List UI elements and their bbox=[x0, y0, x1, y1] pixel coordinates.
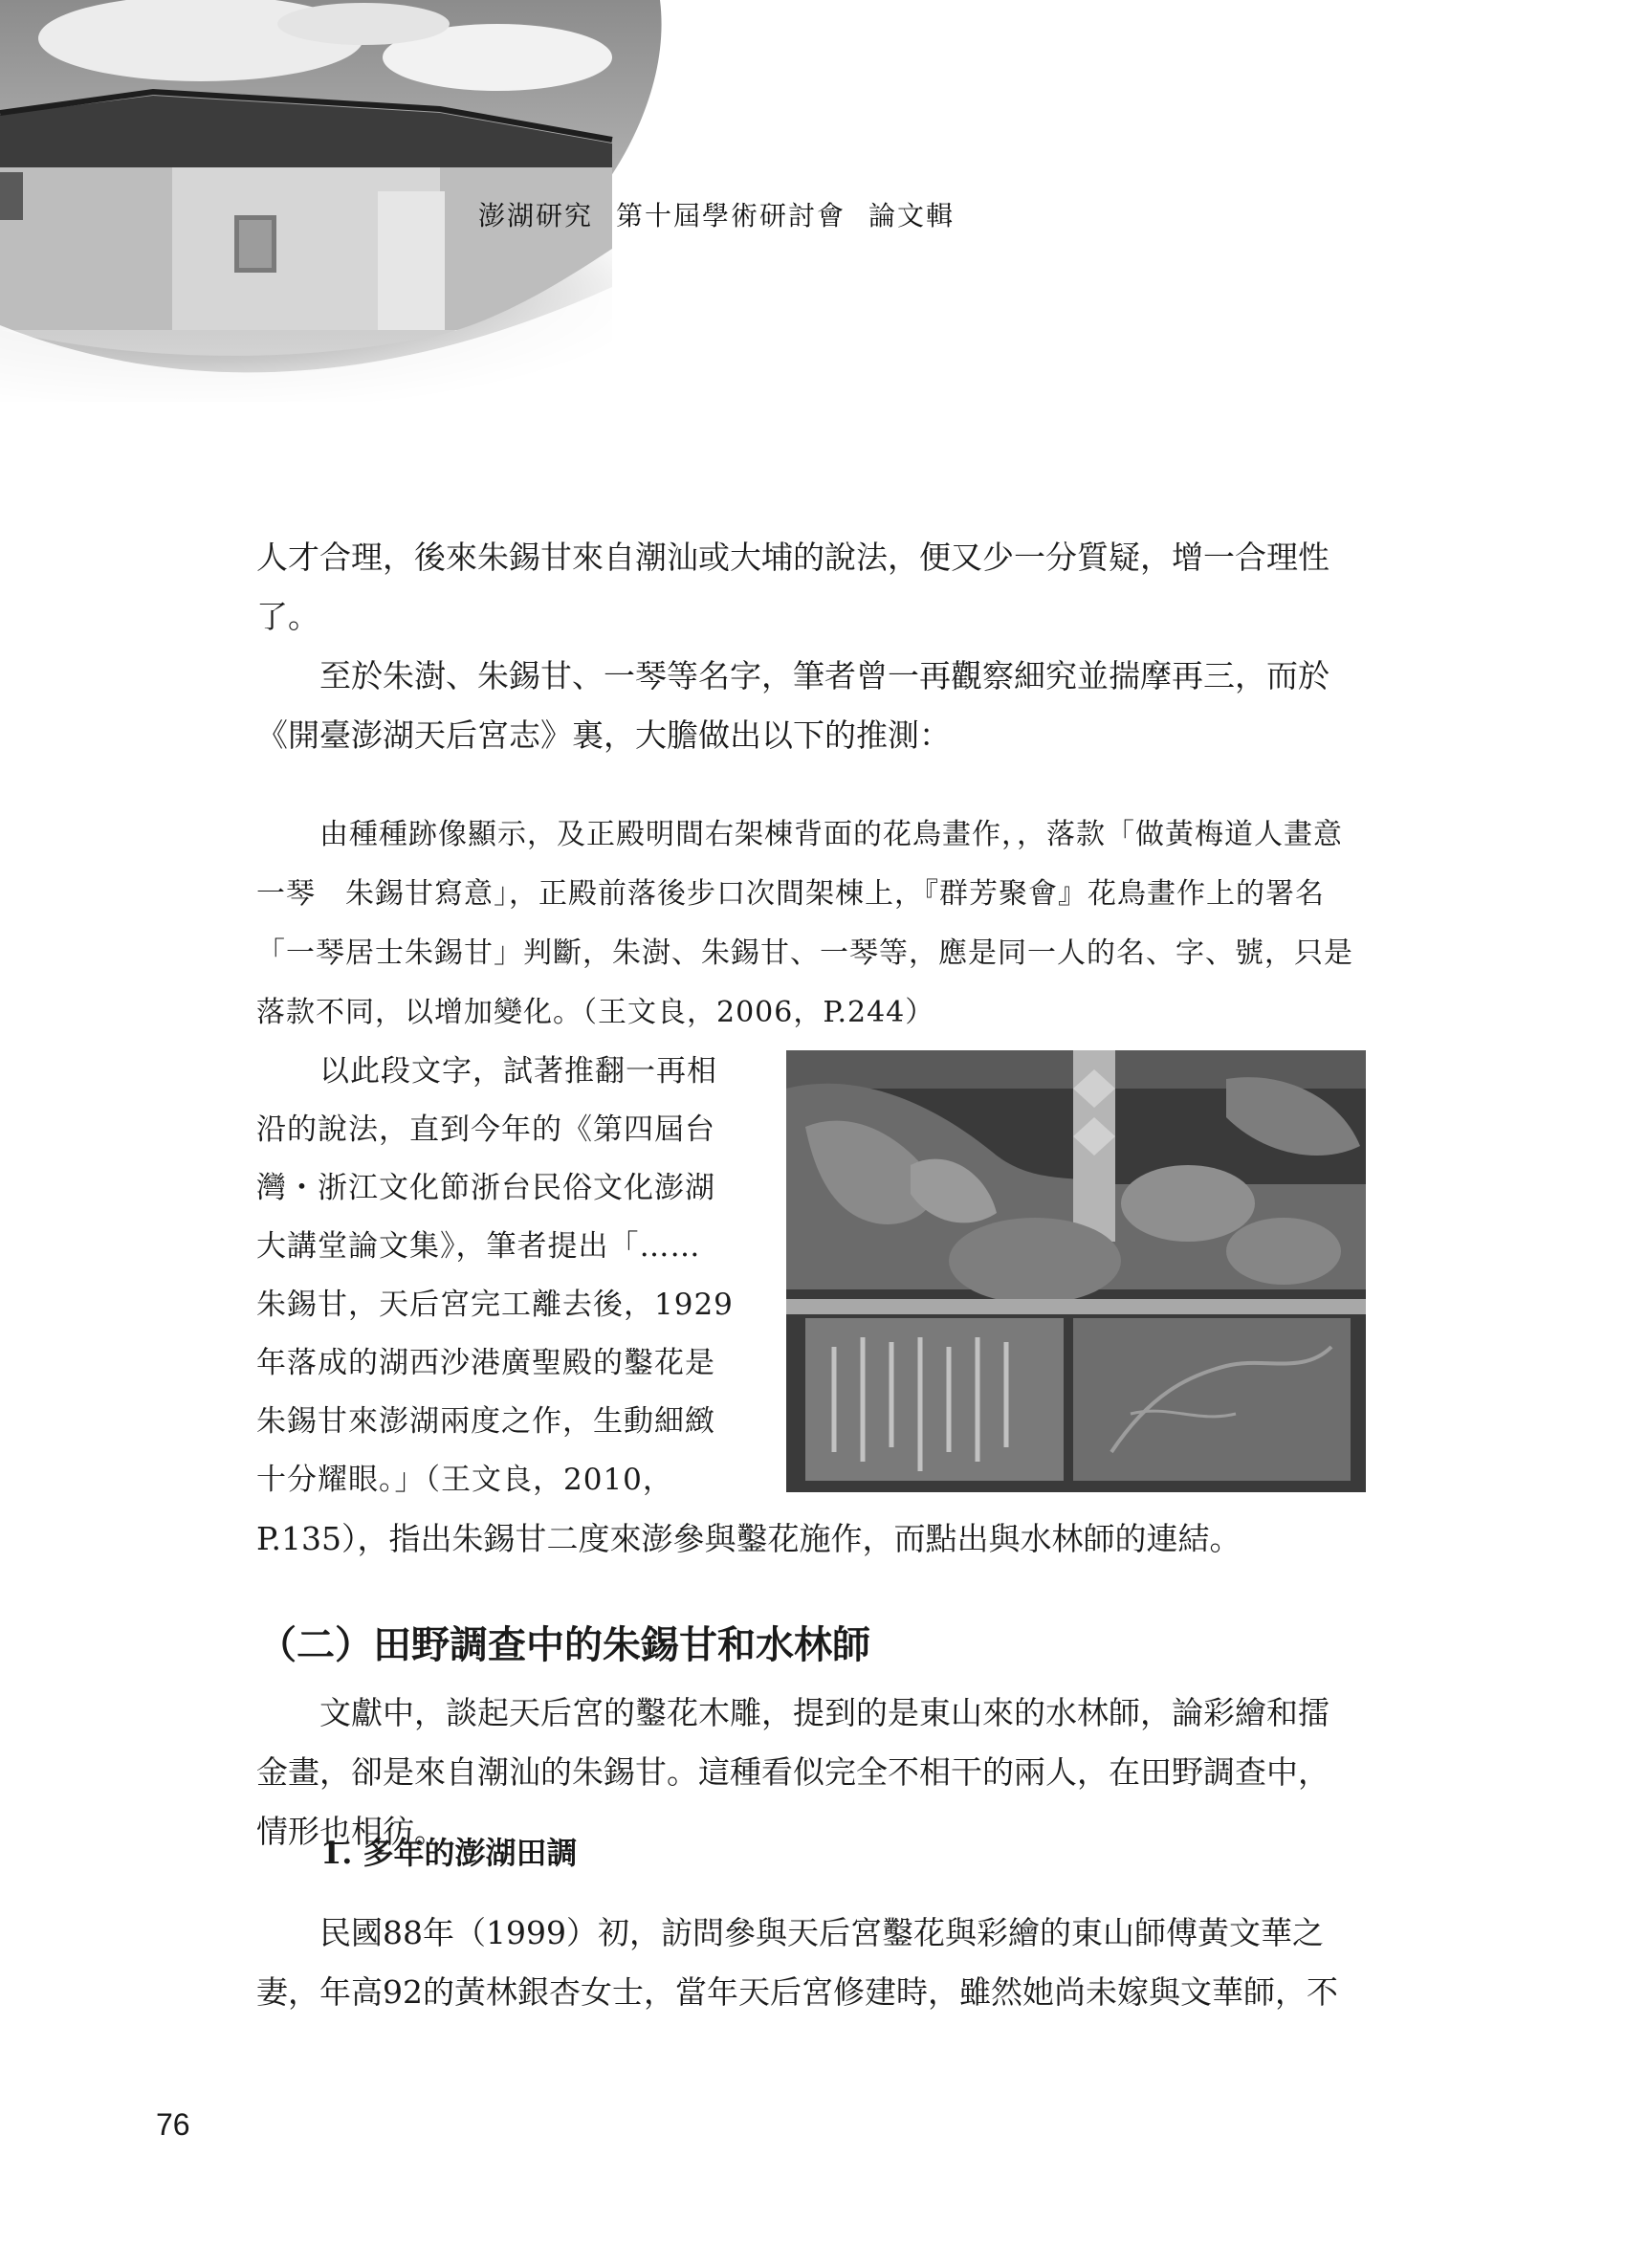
wrap-line: 沿的說法，直到今年的《第四屆台 bbox=[256, 1112, 715, 1147]
wrap-line: 朱錫甘，天后宮完工離去後，1929 bbox=[256, 1288, 734, 1322]
wrap-line: 年落成的湖西沙港廣聖殿的鑿花是 bbox=[256, 1346, 715, 1380]
wrap-line: 大講堂論文集》，筆者提出「…… bbox=[256, 1229, 701, 1264]
carved-beam-photo bbox=[786, 1050, 1366, 1492]
paragraph-3-tail: P.135），指出朱錫甘二度來澎參與鑿花施作，而點出與水林師的連結。 bbox=[256, 1520, 1241, 1557]
section-heading: （二）田野調查中的朱錫甘和水林師 bbox=[258, 1622, 870, 1667]
wrap-line: 灣・浙江文化節浙台民俗文化澎湖 bbox=[256, 1171, 715, 1205]
block-quote: 由種種跡像顯示，及正殿明間右架棟背面的花鳥畫作，，落款「做黃梅道人畫意 一琴 朱錫甘寫意」，正殿前落後步口次間架棟上，『群芳聚會』花鳥畫作上的署名「一琴居士朱錫甘」判斷，朱澍、朱錫甘、一琴等，應是同一人的名、字、號，只是落款不同，以增加變化。（王文良，2006，P.244） bbox=[256, 818, 1373, 1029]
paragraph-2: 至於朱澍、朱錫甘、一琴等名字，筆者曾一再觀察細究並揣摩再三，而於《開臺澎湖天后宮志》裏，大膽做出以下的推測： bbox=[256, 657, 1329, 754]
paragraph-1: 人才合理，後來朱錫甘來自潮汕或大埔的說法，便又少一分質疑，增一合理性了。 bbox=[256, 539, 1329, 635]
paragraph-4: 文獻中，談起天后宮的鑿花木雕，提到的是東山來的水林師，論彩繪和擂金畫，卻是來自潮汕的朱錫甘。這種看似完全不相干的兩人，在田野調查中，情形也相彷。 bbox=[256, 1694, 1329, 1850]
running-header bbox=[478, 195, 978, 233]
page-number: 76 bbox=[156, 2107, 190, 2142]
subsection-heading: 1. 多年的澎湖田調 bbox=[320, 1835, 578, 1871]
conference-name: 第十屆學術研討會 bbox=[616, 200, 846, 231]
wrap-line: 以此段文字，試著推翻一再相 bbox=[319, 1054, 717, 1089]
wrap-line: 朱錫甘來澎湖兩度之作，生動細緻 bbox=[256, 1404, 715, 1439]
journal-name: 澎湖研究 bbox=[478, 200, 594, 231]
proceedings-name: 論文輯 bbox=[868, 200, 956, 231]
paragraph-5: 民國88年（1999）初，訪問參與天后宮鑿花與彩繪的東山師傅黃文華之妻，年高92的黃林銀杏女士，當年天后宮修建時，雖然她尚未嫁與文華師，不 bbox=[256, 1914, 1338, 2011]
wrap-line: 十分耀眼。」（王文良，2010， bbox=[256, 1463, 673, 1497]
